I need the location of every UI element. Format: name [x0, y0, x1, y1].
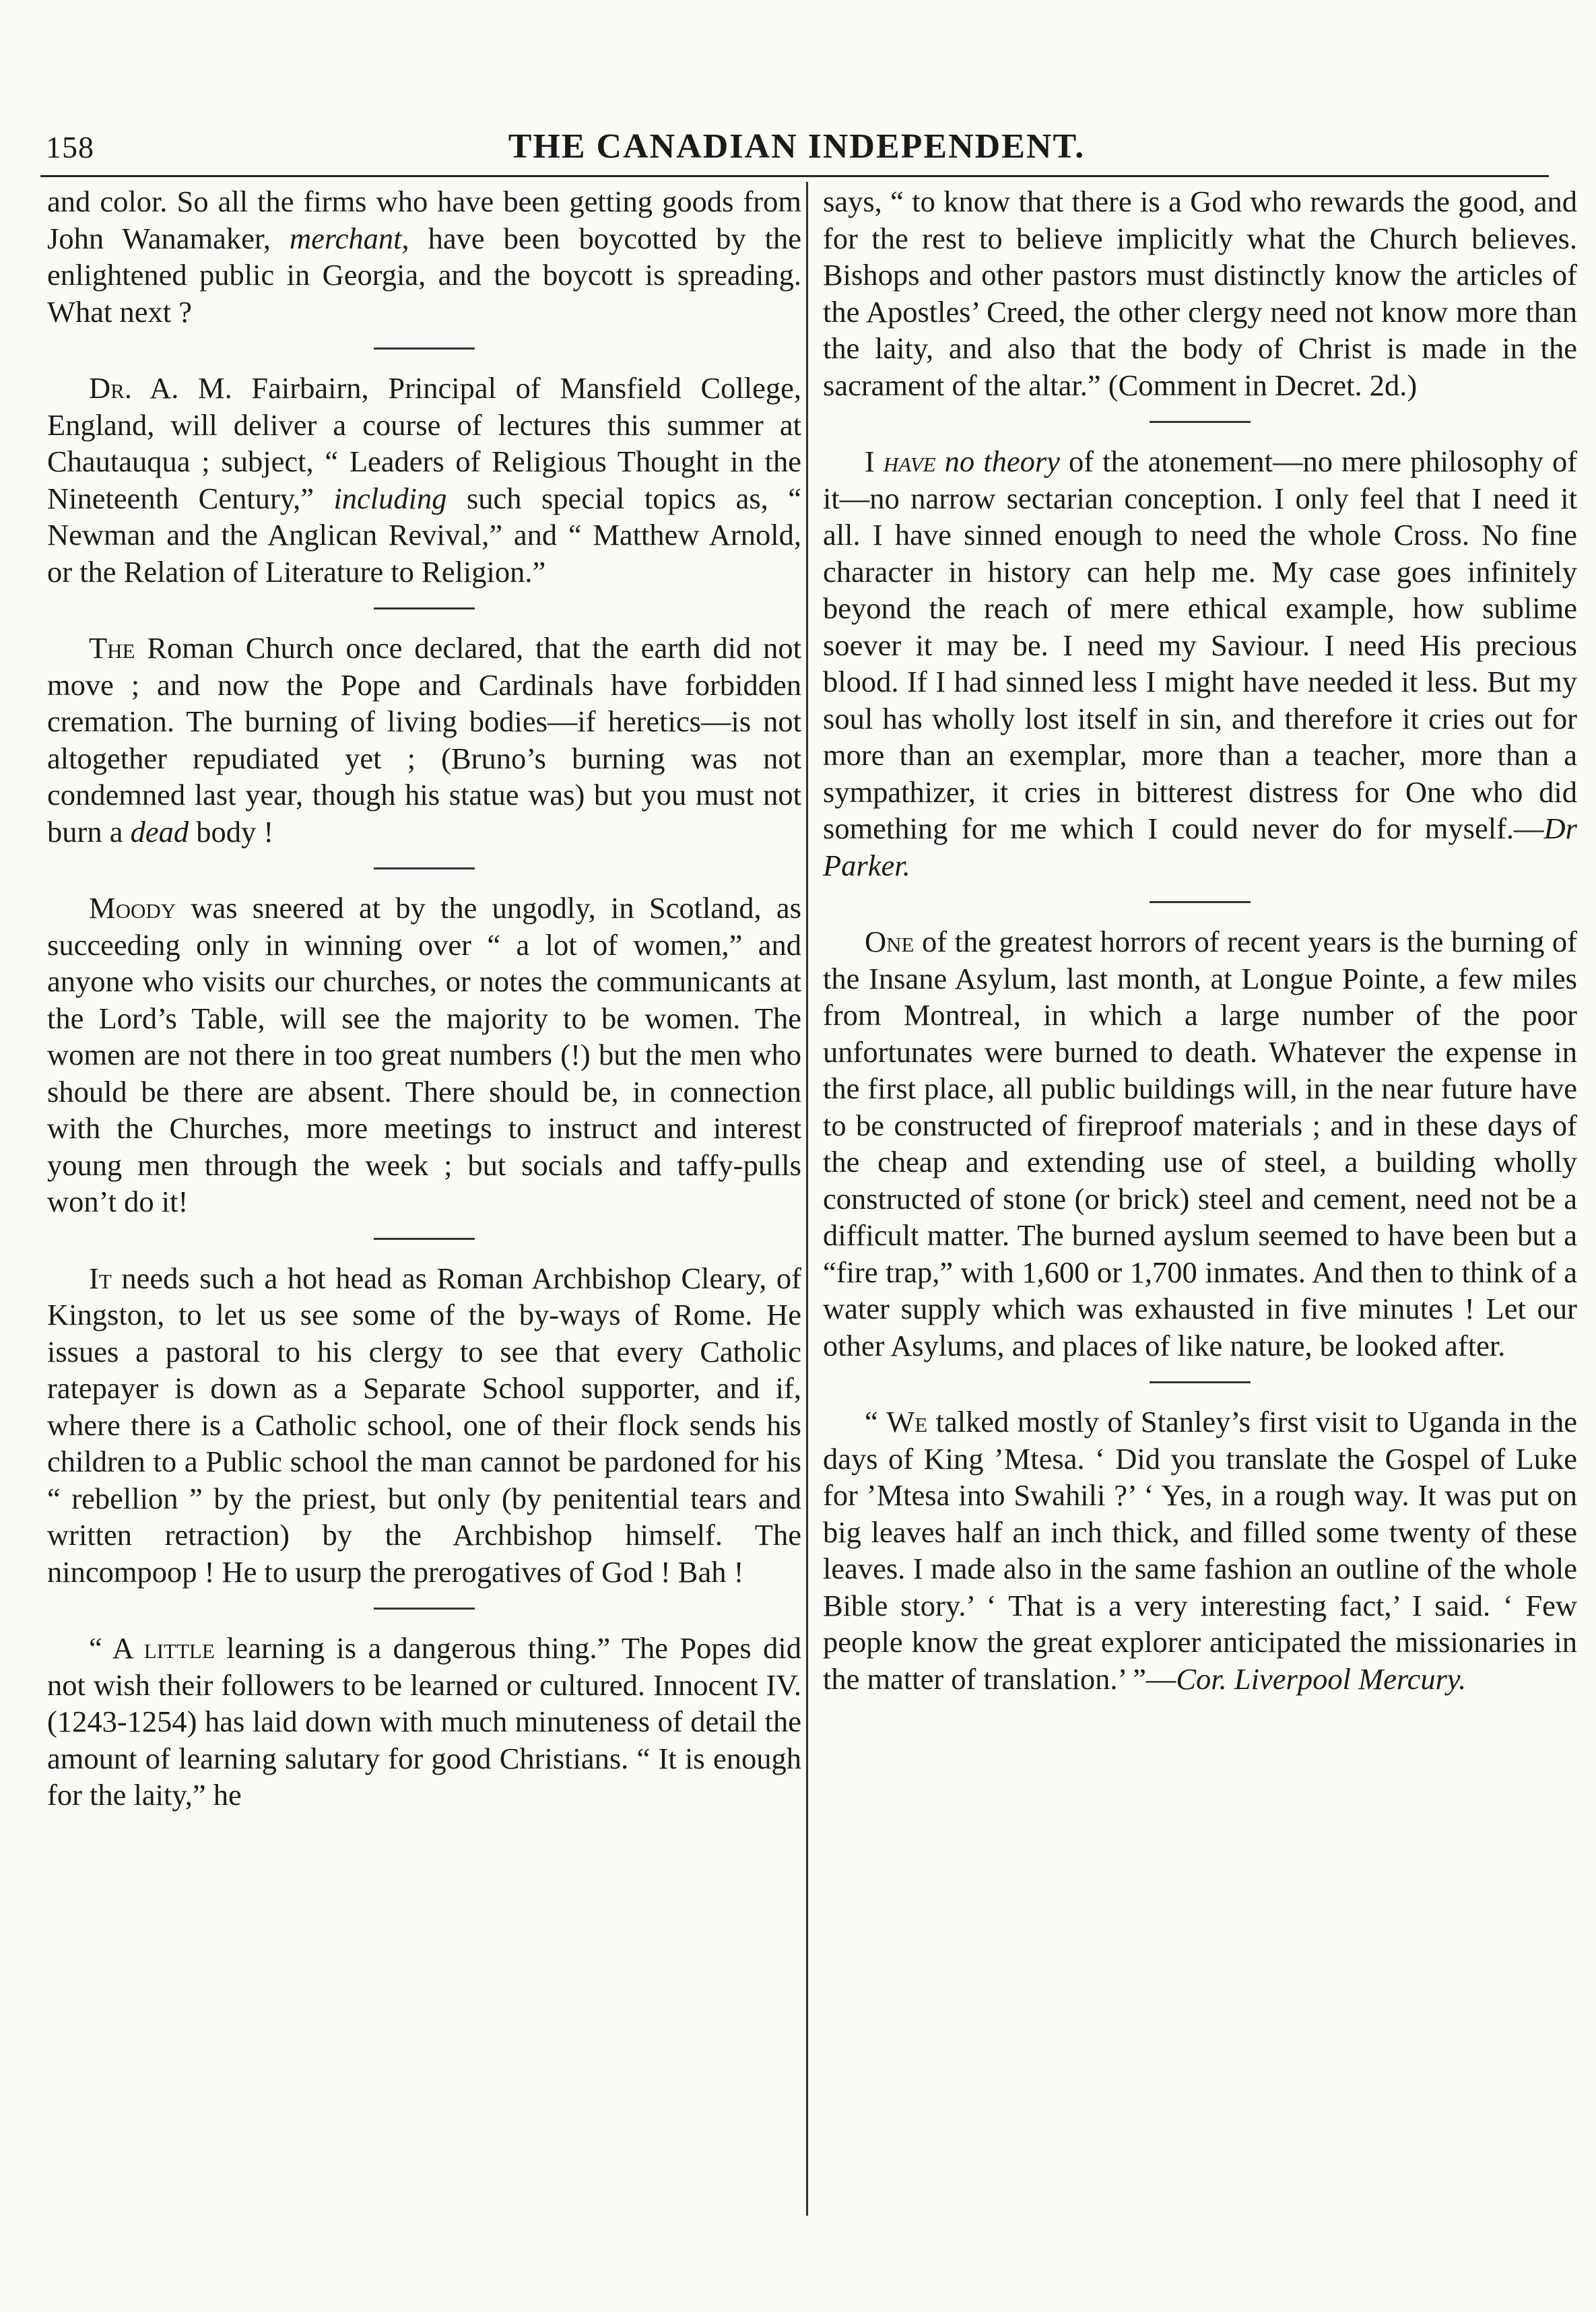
section-separator	[374, 867, 475, 869]
journal-title: THE CANADIAN INDEPENDENT.	[508, 127, 1086, 166]
column-divider	[806, 182, 808, 2216]
page-number: 158	[46, 130, 94, 164]
article-atonement: I have no theory of the atonement—no mere philosophy of it—no narrow sectarian conception. I only feel that I need it all. I have sinned enough to need the whole Cross. No fine character in history can help me. My case goes infinitely beyond the reach of mere ethical example, how sublime soever it may be. I need my Saviour. I need His precious blood. If I had sinned less I might have needed it less. But my soul has wholly lost itself in sin, and therefore it cries out for more than an exemplar, more than a teacher, more than a sympathizer, it cries in bitterest distress for One who did something for me which I could never do for myself.—Dr Parker.	[823, 444, 1578, 882]
section-separator	[374, 1608, 475, 1610]
article-asylum-fire: One of the greatest horrors of recent years is the burning of the Insane Asylum, last month, at Longue Pointe, a few miles from Montreal, in which a large number of the poor unfortunates were burned to death. Whatever the expense in the first place, all public buildings will, in the near future have to be constructed of fireproof materials ; and in these days of the cheap and extending use of steel, a building wholly constructed of stone (or brick) steel and cement, need not be a difficult matter. The burned ayslum seemed to have been but a “fire trap,” with 1,600 or 1,700 inmates. And then to think of a water supply which was exhausted in five minutes ! Let our other Asylums, and places of like nature, be looked after.	[823, 925, 1577, 1362]
page-header	[46, 127, 1548, 174]
article-little-learning-continued: says, “ to know that there is a God who rewards the good, and for the rest to believe implicitly what the Church believes. Bishops and other pastors must distinctly know the articles of the Apostles’ Creed, the other clergy need not know more than the laity, and also that the body of Christ is made in the sacrament of the altar.” (Comment in Decret. 2d.)	[823, 185, 1577, 402]
section-separator	[1150, 1381, 1251, 1383]
left-column	[47, 183, 801, 1814]
article-moody: Moody was sneered at by the ungodly, in Scotland, as succeeding only in winning over “ a lot of women,” and anyone who visits our churches, or notes the communicants at the Lord’s Table, will see the majority to be women. The women are not there in too great numbers (!) but the men who should be there are absent. There should be, in connection with the Churches, more meetings to instruct and interest young men through the week ; but socials and taffy-pulls won’t do it!	[47, 891, 801, 1218]
section-separator	[374, 1238, 475, 1240]
article-archbishop-cleary: It needs such a hot head as Roman Archbishop Cleary, of Kingston, to let us see some of the by-ways of Rome. He issues a pastoral to his clergy to see that every Catholic ratepayer is down as a Separate School supporter, and if, where there is a Catholic school, one of their flock sends his children to a Public school the man cannot be pardoned for his “ rebellion ” by the priest, but only (by penitential tears and written retraction) by the Archbishop himself. The nincompoop ! He to usurp the prerogatives of God ! Bah !	[47, 1261, 801, 1589]
article-fairbairn-lectures: Dr. A. M. Fairbairn, Principal of Mansfield College, England, will deliver a course of lectures this summer at Chautauqua ; subject, “ Leaders of Religious Thought in the Nineteenth Century,” including such special topics as, “ Newman and the Anglican Revival,” and “ Matthew Arnold, or the Relation of Literature to Religion.”	[47, 371, 801, 589]
section-separator	[1150, 421, 1251, 423]
article-wanamaker-boycott: and color. So all the firms who have been getting goods from John Wanamaker, merchant, have been boycotted by the enlightened public in Georgia, and the boycott is spreading. What next ?	[47, 185, 801, 329]
section-separator	[374, 607, 475, 609]
section-separator	[374, 348, 475, 350]
section-separator	[1150, 901, 1251, 903]
header-rule	[40, 175, 1549, 177]
article-cremation: The Roman Church once declared, that the earth did not move ; and now the Pope and Cardinals have forbidden cremation. The burning of living bodies—if heretics—is not altogether repudiated yet ; (Bruno’s burning was not condemned last year, though his statue was) but you must not burn a dead body !	[47, 631, 801, 849]
right-column	[823, 183, 1577, 1697]
article-little-learning: “ A little learning is a dangerous thing.” The Popes did not wish their followers to be learned or cultured. Innocent IV. (1243-1254) has laid down with much minuteness of detail the amount of learning salutary for good Christians. “ It is enough for the laity,” he	[47, 1631, 801, 1812]
article-stanley-uganda: “ We talked mostly of Stanley’s first visit to Uganda in the days of King ’Mtesa. ‘ Did you translate the Gospel of Luke for ’Mtesa into Swahili ?’ ‘ Yes, in a rough way. It was put on big leaves half an inch thick, and filled some twenty of these leaves. I made also in the same fashion an outline of the whole Bible story.’ ‘ That is a very interesting fact,’ I said. ‘ Few people know the great explorer anticipated the missionaries in the matter of translation.’ ”—Cor. Liverpool Mercury.	[823, 1405, 1577, 1696]
